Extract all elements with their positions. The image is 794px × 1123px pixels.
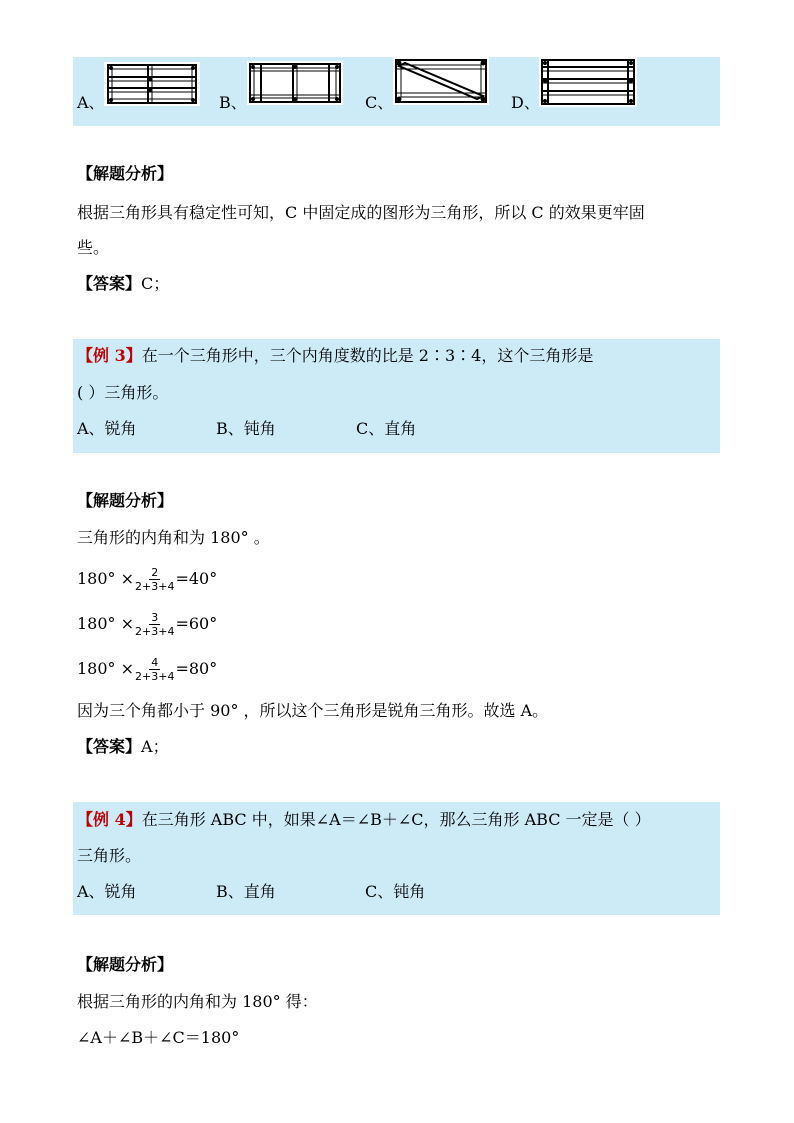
fraction-numerator: 3 [151, 611, 159, 624]
answer-label: 【答案】 [77, 274, 142, 293]
calc-result: =60° [175, 614, 218, 633]
example-4-question [77, 810, 651, 830]
calc-lead: 180° × [77, 614, 135, 633]
calc-result: =80° [175, 659, 218, 678]
fraction-numerator: 4 [151, 656, 159, 669]
analysis-text: 根据三角形具有稳定性可知，C 中固定成的图形为三角形，所以 C 的效果更牢固 [77, 203, 645, 222]
calc-row-1 [77, 566, 217, 592]
fraction-denominator: 2+3+4 [135, 670, 175, 683]
option-d-label: D、 [511, 93, 540, 112]
analysis-heading: 【解题分析】 [77, 164, 174, 183]
option-a-label: A、 [77, 93, 105, 112]
example-4-option-c: C、钝角 [365, 882, 426, 901]
example-4-tag: 【例 4】 [77, 810, 142, 829]
option-b-label: B、 [219, 93, 247, 112]
frame-horizontal-bars-icon [539, 57, 637, 107]
example-4-option-b: B、直角 [216, 882, 276, 901]
example-3-option-b: B、钝角 [216, 419, 276, 438]
example-3-tag: 【例 3】 [77, 346, 142, 365]
example-3-text: 在一个三角形中，三个内角度数的比是 2∶3∶4，这个三角形是 [141, 346, 594, 365]
example-4-question-cont: 三角形。 [77, 846, 142, 865]
fraction-numerator: 2 [151, 566, 159, 579]
answer-value: C； [141, 274, 170, 293]
example-3-question-cont: ( ）三角形。 [77, 383, 169, 402]
analysis-3-intro: 三角形的内角和为 180° 。 [77, 528, 270, 547]
analysis-3-conclusion: 因为三个角都小于 90° ，所以这个三角形是锐角三角形。故选 A。 [77, 701, 549, 720]
fraction [135, 566, 174, 593]
answer-line [77, 274, 169, 294]
calc-result: =40° [175, 569, 218, 588]
answer-value: A； [141, 737, 169, 756]
example-3-question [77, 346, 593, 366]
fraction [135, 656, 174, 683]
example-3-option-c: C、直角 [356, 419, 417, 438]
frame-diagonal-brace-icon [393, 57, 489, 105]
answer-label: 【答案】 [77, 737, 142, 756]
analysis-text-cont: 些。 [77, 238, 110, 257]
analysis-3-heading: 【解题分析】 [77, 491, 174, 510]
calc-row-2 [77, 611, 217, 637]
calc-row-3 [77, 656, 217, 682]
fraction-denominator: 2+3+4 [135, 625, 175, 638]
analysis-4-equation: ∠A＋∠B＋∠C＝180° [77, 1028, 240, 1047]
example-3-option-a: A、锐角 [77, 419, 137, 438]
frame-double-horizontal-grid-icon [104, 62, 200, 106]
fraction [135, 611, 174, 638]
calc-lead: 180° × [77, 569, 135, 588]
calc-lead: 180° × [77, 659, 135, 678]
example-4-text: 在三角形 ABC 中，如果∠A＝∠B＋∠C，那么三角形 ABC 一定是（ ） [141, 810, 651, 829]
fraction-denominator: 2+3+4 [135, 580, 175, 593]
analysis-4-text: 根据三角形的内角和为 180° 得： [77, 992, 318, 1011]
answer-3-line [77, 737, 169, 757]
frame-vertical-bars-icon [247, 61, 343, 105]
example-4-option-a: A、锐角 [77, 882, 137, 901]
option-c-label: C、 [365, 93, 394, 112]
analysis-4-heading: 【解题分析】 [77, 955, 174, 974]
